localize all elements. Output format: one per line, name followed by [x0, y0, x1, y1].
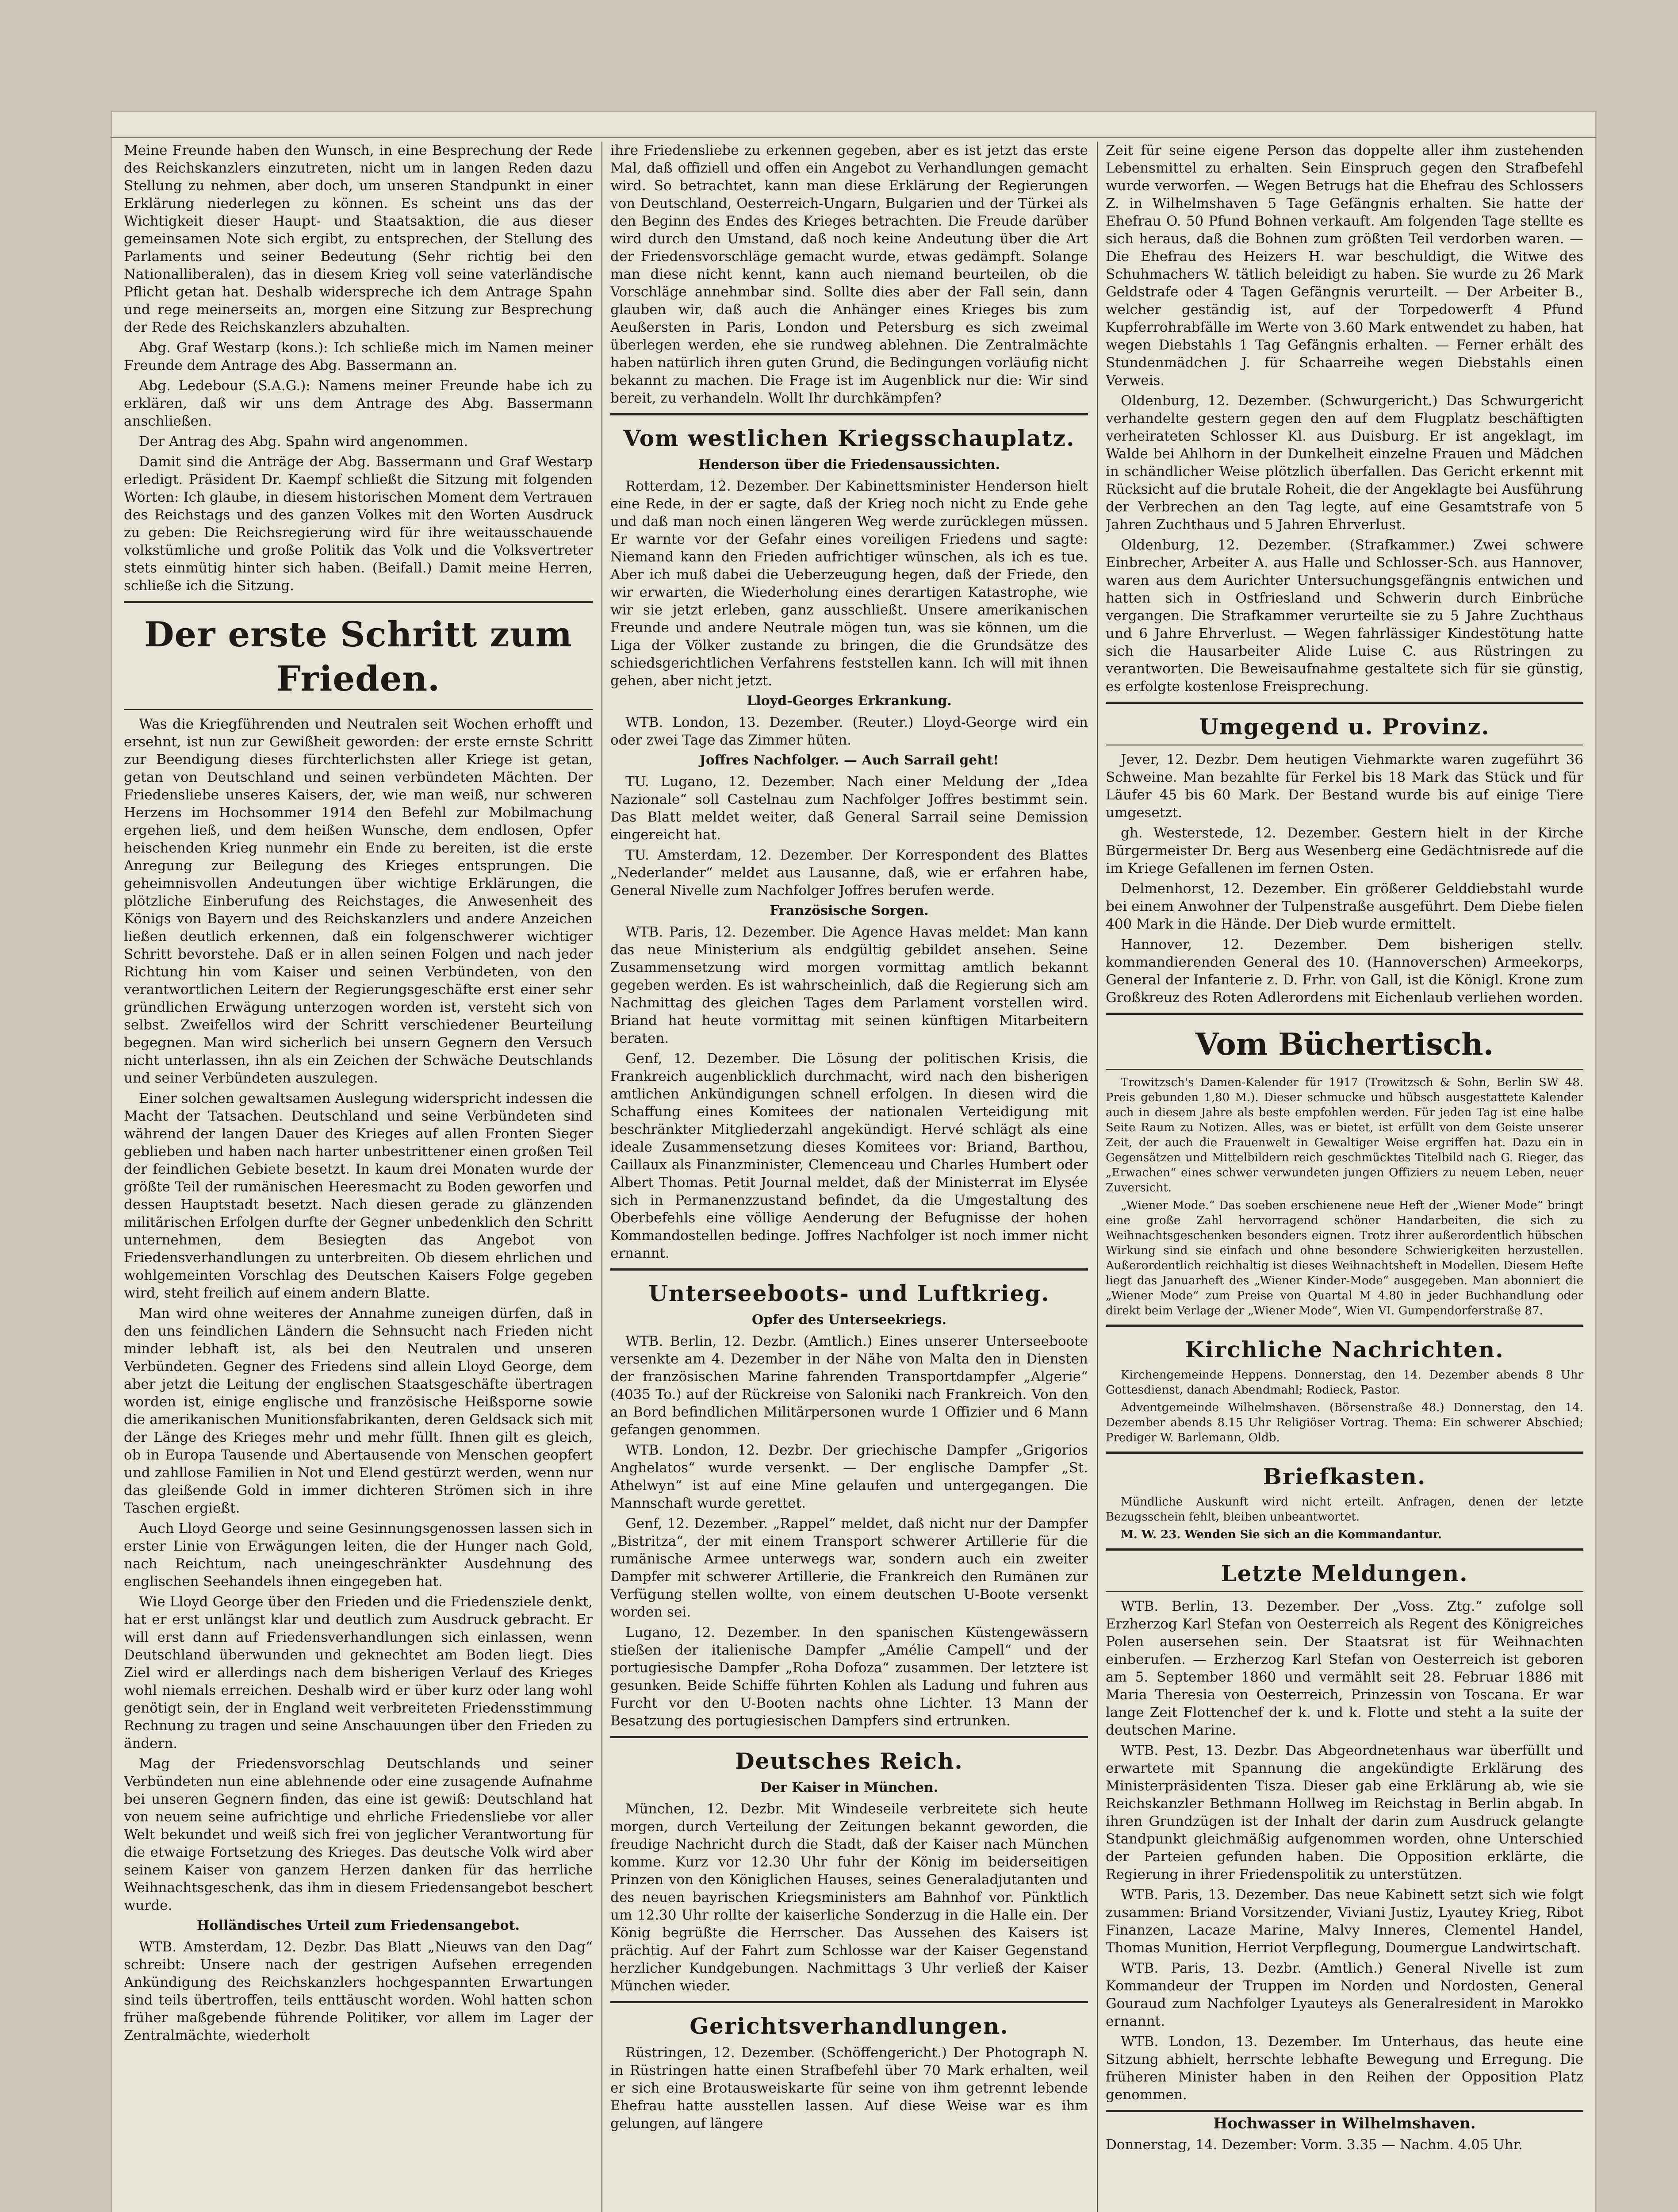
paragraph: Einer solchen gewaltsamen Auslegung widerspricht indessen die Macht der Tatsachen. Deutschland und seine Verbündeten sind während der langen Dauer des Krieges auf allen Fronten Sieger geblieben und haben nach harter unbestrittener einen großen Teil der feindlichen Gebiete besetzt. In kaum drei Monaten wurde der größte Teil der rumänischen Heeresmacht zu Boden geworfen und dessen Hauptstadt besetzt. Nach diesen gerade zu glänzenden militärischen Erfolgen durfte der Gegner unbedenklich den Schritt unternehmen, dem Besiegten das Angebot von Friedensverhandlungen zu unterbreiten. Ob diesem ehrlichen und wohlgemeinten Vorschlag des Deutschen Kaisers Folge gegeben wird, steht freilich auf einem andern Blatte.	[124, 1091, 593, 1301]
paragraph: Damit sind die Anträge der Abg. Bassermann und Graf Westarp erledigt. Präsident Dr. Kaempf schließt die Sitzung mit folgenden Worten: Ich glaube, in diesem historischen Moment dem Vertrauen des Reichstags und des ganzen Volkes mit den Worten Ausdruck zu geben: Die Reichsregierung wird für ihre weitausschauende volkstümliche und große Politik das Volk und die Volksvertreter stets einmütig hinter sich haben. (Beifall.) Damit meine Herren, schließe ich die Sitzung.	[124, 454, 593, 594]
paragraph: Mündliche Auskunft wird nicht erteilt. Anfragen, denen der letzte Bezugsschein fehlt, bleiben unbeantwortet.	[1106, 1495, 1583, 1524]
paragraph: Hannover, 12. Dezember. Dem bisherigen stellv. kommandierenden General des 10. (Hannoverschen) Armeekorps, General der Infanterie z. D. Frhr. von Gall, ist die Königl. Krone zum Großkreuz des Roten Adlerordens mit Eichenlaub verliehen worden.	[1106, 937, 1583, 1006]
divider	[1106, 2110, 1583, 2112]
mailbox-section	[1106, 1494, 1583, 1542]
paragraph: gh. Westerstede, 12. Dezember. Gestern hielt in der Kirche Bürgermeister Dr. Berg aus Wesenberg eine Gedächtnisrede auf die im Kriege Gefallenen im fernen Osten.	[1106, 825, 1583, 876]
paragraph: „Wiener Mode.“ Das soeben erschienene neue Heft der „Wiener Mode“ bringt eine große Zahl hervorragend schöner Handarbeiten, die sich zu Weihnachtsgeschenken besonders eignen. Trotz ihrer außerordentlich hübschen Wirkung sind sie einfach und ohne besondere Schwierigkeiten herzustellen. Außerordentlich reichhaltig ist dieses Weihnachtsheft in Modellen. Diesem Hefte liegt das Januarheft des „Wiener Kinder-Mode“ ausgegeben. Man abonniert die „Wiener Mode“ zum Preise von Quartal M 4.80 in jeder Buchhandlung oder direkt beim Verlage der „Wiener Mode“, Wien VI. Gumpendorferstraße 87.	[1106, 1199, 1583, 1317]
top-margin-strip	[111, 111, 1597, 138]
divider	[610, 1268, 1088, 1271]
paragraph: Zeit für seine eigene Person das doppelte aller ihm zustehenden Lebensmittel zu erhalten. Sein Einspruch gegen den Strafbefehl wurde verworfen. — Wegen Betrugs hat die Ehefrau des Schlossers Z. in Wilhelmshaven 5 Tage Gefängnis erhalten. Sie hatte der Ehefrau O. 50 Pfund Bohnen verkauft. Am folgenden Tage stellte es sich heraus, daß die Bohnen zum größten Teil verdorben waren. — Die Ehefrau des Heizers H. war beschuldigt, die Witwe des Schuhmachers W. tätlich beleidigt zu haben. Sie wurde zu 26 Mark Geldstrafe oder 4 Tagen Gefängnis verurteilt. — Der Arbeiter B., welcher geständig ist, auf der Torpedowerft 4 Pfund Kupferrohrabfälle im Werte von 3.60 Mark entwendet zu haben, hat wegen Diebstahls 1 Tag Gefängnis erhalten. — Ferner erhält des Stundenmädchen J. für Schaarreihe wegen Diebstahls einen Verweis.	[1106, 142, 1583, 388]
section-heading-west: Vom westlichen Kriegsschauplatz.	[623, 425, 1075, 451]
paragraph: WTB. Berlin, 12. Dezbr. (Amtlich.) Eines unserer Unterseeboote versenkte am 4. Dezember in der Nähe von Malta den in Diensten der französischen Marine fahrenden Transportdampfer „Algerie“ (4035 To.) auf der Rückreise von Saloniki nach Frankreich. Von den an Bord befindlichen Militärpersonen wurde 1 Offizier und 6 Mann gefangen genommen.	[610, 1333, 1088, 1438]
divider	[124, 601, 593, 603]
divider	[1106, 1548, 1583, 1551]
paragraph: Abg. Ledebour (S.A.G.): Namens meiner Freunde habe ich zu erklären, daß wir uns dem Antrage des Abg. Bassermann anschließen.	[124, 378, 593, 429]
newspaper-page	[111, 111, 1597, 2212]
section-heading-province: Umgegend u. Provinz.	[1199, 714, 1490, 740]
divider	[1106, 702, 1583, 704]
column-rule-1	[601, 142, 602, 2212]
section-heading-mailbox: Briefkasten.	[1263, 1463, 1426, 1490]
paragraph: Rüstringen, 12. Dezember. (Schöffengericht.) Der Photograph N. in Rüstringen hatte einen Strafbefehl über 70 Mark erhalten, weil er sich eine Brotausweiskarte für seine von ihm getrennt lebende Ehefrau hatte ausstellen lassen. Auf diese Weise war es ihm gelungen, auf längere	[610, 2045, 1088, 2131]
paragraph: Delmenhorst, 12. Dezember. Ein größerer Gelddiebstahl wurde bei einem Anwohner der Tulpenstraße ausgeführt. Dem Diebe fielen 400 Mark in die Hände. Der Dieb wurde ermittelt.	[1106, 881, 1583, 932]
paragraph: WTB. Paris, 12. Dezember. Die Agence Havas meldet: Man kann das neue Ministerium als endgültig gebildet ansehen. Seine Zusammensetzung wird morgen vormittag amtlich bekannt gegeben werden. Es ist wahrscheinlich, daß die Regierung sich am Nachmittag des gleichen Tages dem Parlament vorstellen wird. Briand hat heute vormittag mit seinen künftigen Mitarbeitern beraten.	[610, 924, 1088, 1046]
paragraph: WTB. Berlin, 13. Dezember. Der „Voss. Ztg.“ zufolge soll Erzherzog Karl Stefan von Oesterreich als Regent des Königreiches Polen ausersehen sein. Der Staatsrat ist für Weihnachten einberufen. — Erzherzog Karl Stefan von Oesterreich ist geboren am 5. September 1860 und vermählt seit 28. Februar 1886 mit Maria Theresia von Oesterreich, Prinzessin von Toscana. Er war lange Zeit Flottenchef der k. und k. Flotte und steht a la suite der deutschen Marine.	[1106, 1598, 1583, 1738]
subheading: Der Kaiser in München.	[760, 1780, 939, 1795]
column-3	[1106, 142, 1583, 2212]
paragraph: WTB. Paris, 13. Dezember. Das neue Kabinett setzt sich wie folgt zusammen: Briand Vorsitzender, Viviani Justiz, Lyautey Krieg, Ribot Finanzen, Lacaze Marine, Malvy Inneres, Clementel Handel, Thomas Munition, Herriot Verpflegung, Doumergue Landwirtschaft.	[1106, 1887, 1583, 1956]
paragraph: Abg. Graf Westarp (kons.): Ich schließe mich im Namen meiner Freunde dem Antrage des Abg. Bassermann an.	[124, 340, 593, 373]
subheading-dutch: Holländisches Urteil zum Friedensangebot.	[197, 1918, 520, 1933]
paragraph: WTB. London, 12. Dezbr. Der griechische Dampfer „Grigorios Anghelatos“ wurde versenkt. — Der englische Dampfer „St. Athelwyn“ ist auf eine Mine gelaufen und untergegangen. Die Mannschaft wurde gerettet.	[610, 1442, 1088, 1511]
divider	[610, 413, 1088, 415]
paragraph: München, 12. Dezbr. Mit Windeseile verbreitete sich heute morgen, durch Verteilung der Zeitungen bekannt geworden, die freudige Nachricht durch die Stadt, daß der Kaiser nach München komme. Kurz vor 12.30 Uhr fuhr der König im beiderseitigen Prinzen von den Königlichen Hauses, seines Generaladjutanten und des neuen bayrischen Kriegsministers am Bahnhof vor. Pünktlich um 12.30 Uhr rollte der kaiserliche Sonderzug in die Halle ein. Der König begrüßte die Herrscher. Das Aussehen des Kaisers ist prächtig. Auf der Fahrt zum Schlosse war der Kaiser Gegenstand herzlicher Kundgebungen. Nachmittags 3 Uhr verließ der Kaiser München wieder.	[610, 1801, 1088, 1994]
reichstag-report-end	[124, 142, 593, 595]
divider	[1106, 1013, 1583, 1015]
divider	[610, 2001, 1088, 2003]
column-1	[124, 142, 593, 2212]
paragraph: Mag der Friedensvorschlag Deutschlands und seiner Verbündeten nun eine ablehnende oder eine zusagende Aufnahme bei unseren Gegnern finden, das eine ist gewiß: Deutschland hat von neuem seine aufrichtige und ehrliche Friedensliebe vor aller Welt bekundet und weiß sich frei von jeglicher Verantwortung für die etwaige Fortsetzung des Krieges. Das deutsche Volk wird aber seinem Kaiser von ganzem Herzen danken für das herrliche Weihnachtsgeschenk, das ihm in diesem Friedensangebot beschert wurde.	[124, 1756, 593, 1913]
paragraph: WTB. Amsterdam, 12. Dezbr. Das Blatt „Nieuws van den Dag“ schreibt: Unsere nach der gestrigen Aufsehen erregenden Ankündigung des Reichskanzlers hochgespannten Erwartungen sind teils übertroffen, teils enttäuscht worden. Wohl hatten schon früher maßgebende führende Politiker, vor allem im Lager der Zentralmächte, wiederholt	[124, 1939, 593, 2043]
divider	[610, 1736, 1088, 1738]
paragraph: Genf, 12. Dezember. Die Lösung der politischen Krisis, die Frankreich augenblicklich durchmacht, wird nach den bisherigen amtlichen Ankündigungen schnell erfolgen. In diesen wird die Schaffung eines Komitees der nationalen Verteidigung mit beschränkter Mitgliederzahl angekündigt. Hervé schlägt als eine ideale Zusammensetzung dieses Komitees vor: Briand, Barthou, Caillaux als Finanzminister, Clemenceau und Charles Humbert oder Albert Thomas. Petit Journal meldet, daß der Ministerrat im Elysée sich in Permanenzzustand befindet, da die Umgestaltung des Oberbefehls eine völlige Aenderung der Befugnisse der hohen Kommandostellen bedinge. Joffres Nachfolger ist noch immer nicht ernannt.	[610, 1051, 1088, 1261]
section-heading-latest-news: Letzte Meldungen.	[1221, 1560, 1468, 1586]
paragraph: Adventgemeinde Wilhelmshaven. (Börsenstraße 48.) Donnerstag, den 14. Dezember abends 8.15 Uhr Religiöser Vortrag. Thema: Ein schwerer Abschied; Prediger W. Barlemann, Oldb.	[1106, 1401, 1583, 1444]
subheading: Henderson über die Friedensaussichten.	[698, 457, 1000, 472]
subheading: Französische Sorgen.	[770, 903, 929, 918]
divider	[1106, 1069, 1583, 1070]
section-heading-court: Gerichtsverhandlungen.	[690, 2013, 1009, 2039]
divider	[1106, 1325, 1583, 1327]
paragraph: Genf, 12. Dezember. „Rappel“ meldet, daß nicht nur der Dampfer „Bistritza“, der mit einem Transport schwerer Artillerie für die rumänische Armee unterwegs war, sondern auch ein zweiter Dampfer mit schwerer Artillerie, die Frankreich den Rumänen zur Verfügung stellen wollte, von einem deutschen U-Boote versenkt worden sei.	[610, 1516, 1088, 1620]
subheading: Opfer des Unterseekriegs.	[752, 1312, 946, 1328]
paragraph: Rotterdam, 12. Dezember. Der Kabinettsminister Henderson hielt eine Rede, in der er sagte, daß der Krieg noch nicht zu Ende gehe und daß man noch einen längeren Weg werde zurücklegen müssen. Er warnte vor der Gefahr eines voreiligen Friedens und sagte: Niemand kann den Frieden aufrichtiger wünschen, als ich es tue. Aber ich muß dabei die Ueberzeugung hegen, daß der Friede, den wir erwarten, die Wiederholung eines derartigen Katastrophe, wie wir sie jetzt erleben, ganz ausschließt. Unsere amerikanischen Freunde und andere Neutrale mögen tun, was sie können, um die Liga der Völker zustande zu bringen, die die Grundsätze des schiedsgerichtlichen Verfahrens feststellen kann. Ich will mit ihnen gehen, aber nicht jetzt.	[610, 478, 1088, 689]
paragraph: Was die Kriegführenden und Neutralen seit Wochen erhofft und ersehnt, ist nun zur Gewißheit geworden: der erste ernste Schritt zur Beendigung dieses fürchterlichsten aller Kriege ist getan, getan von Deutschland und seinen verbündeten Mächten. Der Friedensliebe unseres Kaisers, der, wie man weiß, nur schweren Herzens im Hochsommer 1914 den Befehl zur Mobilmachung ergehen ließ, und dem heißen Wunsche, dem endlosen, Opfer heischenden Krieg nunmehr ein Ende zu bereiten, ist die erste Anregung zur Beilegung des Krieges entsprungen. Die geheimnisvollen Andeutungen über wichtige Erklärungen, die plötzliche Einberufung des Reichstages, die Anwesenheit des Königs von Bayern und des Reichskanzlers und andere Anzeichen ließen deutlich erkennen, daß ein folgenschwerer wichtiger Schritt bevorstehe. Daß er in allen seinen Folgen und nach jeder Richtung hin vom Kaiser und seinen Verbündeten, von den verantwortlichen Leitern der Regierungsgeschäfte erst einer sehr gründlichen Erwägung unterzogen worden ist, versteht sich von selbst. Zweifellos wird der Schritt verschiedener Beurteilung begegnen. Man wird sicherlich bei unsern Gegnern den Versuch nicht unterlassen, ihn als ein Zeichen der Schwäche Deutschlands und seiner Verbündeten auszulegen.	[124, 716, 593, 1086]
paragraph: Kirchengemeinde Heppens. Donnerstag, den 14. Dezember abends 8 Uhr Gottesdienst, danach Abendmahl; Rodieck, Pastor.	[1106, 1368, 1583, 1397]
paragraph: Oldenburg, 12. Dezember. (Schwurgericht.) Das Schwurgericht verhandelte gestern gegen den auf dem Flugplatz beschäftigten verheirateten Schlosser Kl. aus Duisburg. Er ist angeklagt, im Walde bei Ahlhorn in der Dunkelheit einzelne Frauen und Mädchen in schändlicher Weise plötzlich überfallen. Das Gericht erkennt mit Rücksicht auf die brutale Roheit, die der Angeklagte bei Ausführung der Verbrechen an den Tag legte, auf eine Gesamtstrafe von 5 Jahren Zuchthaus und 5 Jahren Ehrverlust.	[1106, 393, 1583, 533]
paragraph: Wie Lloyd George über den Frieden und die Friedensziele denkt, hat er erst unlängst klar und deutlich zum Ausdruck gebracht. Er will erst dann auf Friedensverhandlungen sich einlassen, wenn Deutschland überwunden und geknechtet am Boden liegt. Dies Ziel wird er allerdings nach dem bisherigen Verlauf des Krieges wohl niemals erreichen. Deshalb wird er über kurz oder lang wohl genötigt sein, der in England weit verbreiteten Friedensstimmung Rechnung zu tragen und seine Anschauungen über den Frieden zu ändern.	[124, 1594, 593, 1751]
section-heading-church: Kirchliche Nachrichten.	[1185, 1336, 1504, 1363]
tide-heading: Hochwasser in Wilhelmshaven.	[1213, 2115, 1476, 2132]
paragraph: WTB. London, 13. Dezember. (Reuter.) Lloyd-George wird ein oder zwei Tage das Zimmer hüten.	[610, 714, 1088, 748]
paragraph: TU. Lugano, 12. Dezember. Nach einer Meldung der „Idea Nazionale“ soll Castelnau zum Nachfolger Joffres bestimmt sein. Das Blatt meldet weiter, daß General Sarrail seine Demission eingereicht hat.	[610, 774, 1088, 843]
paragraph: ihre Friedensliebe zu erkennen gegeben, aber es ist jetzt das erste Mal, daß offiziell und offen ein Angebot zu Verhandlungen gemacht wird. So betrachtet, kann man diese Erklärung der Regierungen von Deutschland, Oesterreich-Ungarn, Bulgarien und der Türkei als den Beginn des Endes des Krieges betrachten. Die Freude darüber wird durch den Umstand, daß noch keine Andeutung über die Art der Friedensvorschläge gemacht wurde, etwas gedämpft. Solange man diese nicht kennt, kann auch niemand beurteilen, ob die Vorschläge annehmbar sind. Sollte dies aber der Fall sein, dann glauben wir, daß auch die Anhänger eines Krieges bis zum Aeußersten in Paris, London und Petersburg es sich zweimal überlegen werden, ehe sie rundweg ablehnen. Die Zentralmächte haben natürlich ihren guten Grund, die Bedingungen vorläufig nicht bekannt zu machen. Die Frage ist im Augenblick nur die: Wir sind bereit, zu verhandeln. Wollt Ihr durchkämpfen?	[610, 142, 1088, 406]
church-section	[1106, 1367, 1583, 1445]
books-section	[1106, 1075, 1583, 1318]
paragraph: TU. Amsterdam, 12. Dezember. Der Korrespondent des Blattes „Nederlander“ meldet aus Lausanne, daß, wie er erfahren habe, General Nivelle zum Nachfolger Joffres berufen werde.	[610, 847, 1088, 899]
column-rule-2	[1097, 142, 1098, 2212]
paragraph: Man wird ohne weiteres der Annahme zuneigen dürfen, daß in den uns feindlichen Ländern die Sehnsucht nach Frieden nicht minder lebhaft ist, als bei den Neutralen und unseren Verbündeten. Gegner des Friedens sind allein Lloyd George, dem aber jetzt die Leitung der englischen Staatsgeschäfte übertragen worden ist, einige englische und französische Heißsporne sowie die amerikanischen Munitionsfabrikanten, deren Geldsack sich mit der Länge des Krieges mehr und mehr füllt. Ihnen gilt es gleich, ob in Europa Tausende und Abertausende von Menschen geopfert und zahllose Familien in Not und Elend gestürzt werden, wenn nur das gleißende Gold in immer dichteren Strömen sich in ihre Taschen ergießt.	[124, 1306, 593, 1516]
tide-times: Donnerstag, 14. Dezember: Vorm. 3.35 — Nachm. 4.05 Uhr.	[1106, 2137, 1523, 2153]
main-article	[124, 715, 593, 1914]
paragraph: WTB. Pest, 13. Dezbr. Das Abgeordnetenhaus war überfüllt und erwartete mit Spannung die angekündigte Erklärung des Ministerpräsidenten Tisza. Dieser gab eine Erklärung ab, wie sie Reichskanzler Bethmann Hollweg im Reichstag in Berlin abgab. In ihren Grundzügen ist der Inhalt der darin zum Ausdruck gelangte Standpunkt gleichmäßig aufgenommen worden, ohne Unterschied der Parteien gefunden haben. Die Opposition erklärte, die Regierung in ihrer Friedenspolitik zu unterstützen.	[1106, 1743, 1583, 1882]
paragraph: Lugano, 12. Dezember. In den spanischen Küstengewässern stießen der italienische Dampfer „Amélie Campell“ und der portugiesische Dampfer „Roha Dofoza“ zusammen. Der letztere ist gesunken. Beide Schiffe führten Kohlen als Ladung und fuhren aus Furcht vor den U-Booten nachts ohne Lichter. 13 Mann der Besatzung des portugiesischen Dampfers sind ertrunken.	[610, 1624, 1088, 1729]
section-heading-reich: Deutsches Reich.	[735, 1748, 963, 1774]
paragraph: Der Antrag des Abg. Spahn wird angenommen.	[139, 434, 468, 449]
paragraph: Oldenburg, 12. Dezember. (Strafkammer.) Zwei schwere Einbrecher, Arbeiter A. aus Halle und Schlosser-Sch. aus Hannover, waren aus dem Aurichter Untersuchungsgefängnis entwichen und hatten sich in Ostfriesland und Schwerin durch Einbrüche vergangen. Die Strafkammer verurteilte sie zu 5 Jahre Zuchthaus und 6 Jahre Ehrverlust. — Wegen fahrlässiger Kindestötung hatte sich die Hausarbeiter Alide Luise C. aus Rüstringen zu verantworten. Die Beweisaufnahme gestaltete sich für sie günstig, es erfolgte kostenlose Freisprechung.	[1106, 537, 1583, 695]
main-headline: Der erste Schritt zum Frieden.	[144, 614, 572, 699]
subheading: Lloyd-Georges Erkrankung.	[747, 693, 952, 709]
section-heading-submarine: Unterseeboots- und Luftkrieg.	[648, 1280, 1050, 1306]
divider	[1106, 1591, 1583, 1592]
paragraph: WTB. Paris, 13. Dezbr. (Amtlich.) General Nivelle ist zum Kommandeur der Truppen im Norden und Nordosten, General Gouraud zum Nachfolger Lyauteys als Generalresident in Marokko ernannt.	[1106, 1960, 1583, 2029]
subheading: Joffres Nachfolger. — Auch Sarrail geht!	[699, 753, 999, 768]
column-2	[610, 142, 1088, 2212]
section-heading-books: Vom Büchertisch.	[1195, 1027, 1494, 1062]
paragraph: Auch Lloyd George und seine Gesinnungsgenossen lassen sich in erster Linie von Erwägungen leiten, die der Hunger nach Gold, nach Reichtum, nach uneingeschränkter Ausdehnung des englischen Seehandels ihnen eingegeben hat.	[124, 1521, 593, 1590]
paragraph: WTB. London, 13. Dezember. Im Unterhaus, das heute eine Sitzung abhielt, herrschte lebhafte Bewegung und Erregung. Die früheren Minister haben in den Reihen der Opposition Platz genommen.	[1106, 2034, 1583, 2103]
paragraph: Jever, 12. Dezbr. Dem heutigen Viehmarkte waren zugeführt 36 Schweine. Man bezahlte für Ferkel bis 18 Mark das Stück und für Läufer 45 bis 60 Mark. Der Bestand wurde bis auf einige Tiere umgesetzt.	[1106, 752, 1583, 821]
paragraph: Trowitzsch's Damen-Kalender für 1917 (Trowitzsch & Sohn, Berlin SW 48. Preis gebunden 1,80 M.). Dieser schmucke und hübsch ausgestattete Kalender auch in diesem Jahre als beste empfohlen werden. Für jeden Tag ist eine halbe Seite Raum zu Notizen. Alles, was er bietet, ist erfüllt von dem Geiste unserer Zeit, der auch die Frauenwelt in Gewaltiger Weise ergriffen hat. Dazu ein in Gegensätzen und Mittelbildern reich geschmücktes Titelbild nach G. Rieger, das „Erwachen“ eines schwer verwundeten jungen Offiziers zu neuem Leben, neuer Zuversicht.	[1106, 1076, 1583, 1194]
divider	[1106, 1452, 1583, 1454]
paragraph: Meine Freunde haben den Wunsch, in eine Besprechung der Rede des Reichskanzlers einzutreten, nicht um in langen Reden dazu Stellung zu nehmen, aber doch, um unseren Standpunkt in einer Erklärung niederlegen zu können. Es scheint uns das der Wichtigkeit dieser Haupt- und Staatsaktion, die aus dieser gemeinsamen Note sich ergibt, zu entsprechen, der Stellung des Parlaments und seiner Bedeutung (Sehr richtig bei den Nationalliberalen), das in diesem Krieg voll seine vaterländische Pflicht getan hat. Deshalb widerspreche ich dem Antrage Spahn und rege meinerseits an, morgen eine Sitzung zur Besprechung der Rede des Reichskanzlers abzuhalten.	[124, 142, 593, 335]
divider	[124, 709, 593, 710]
paragraph: M. W. 23. Wenden Sie sich an die Kommandantur.	[1121, 1528, 1442, 1541]
